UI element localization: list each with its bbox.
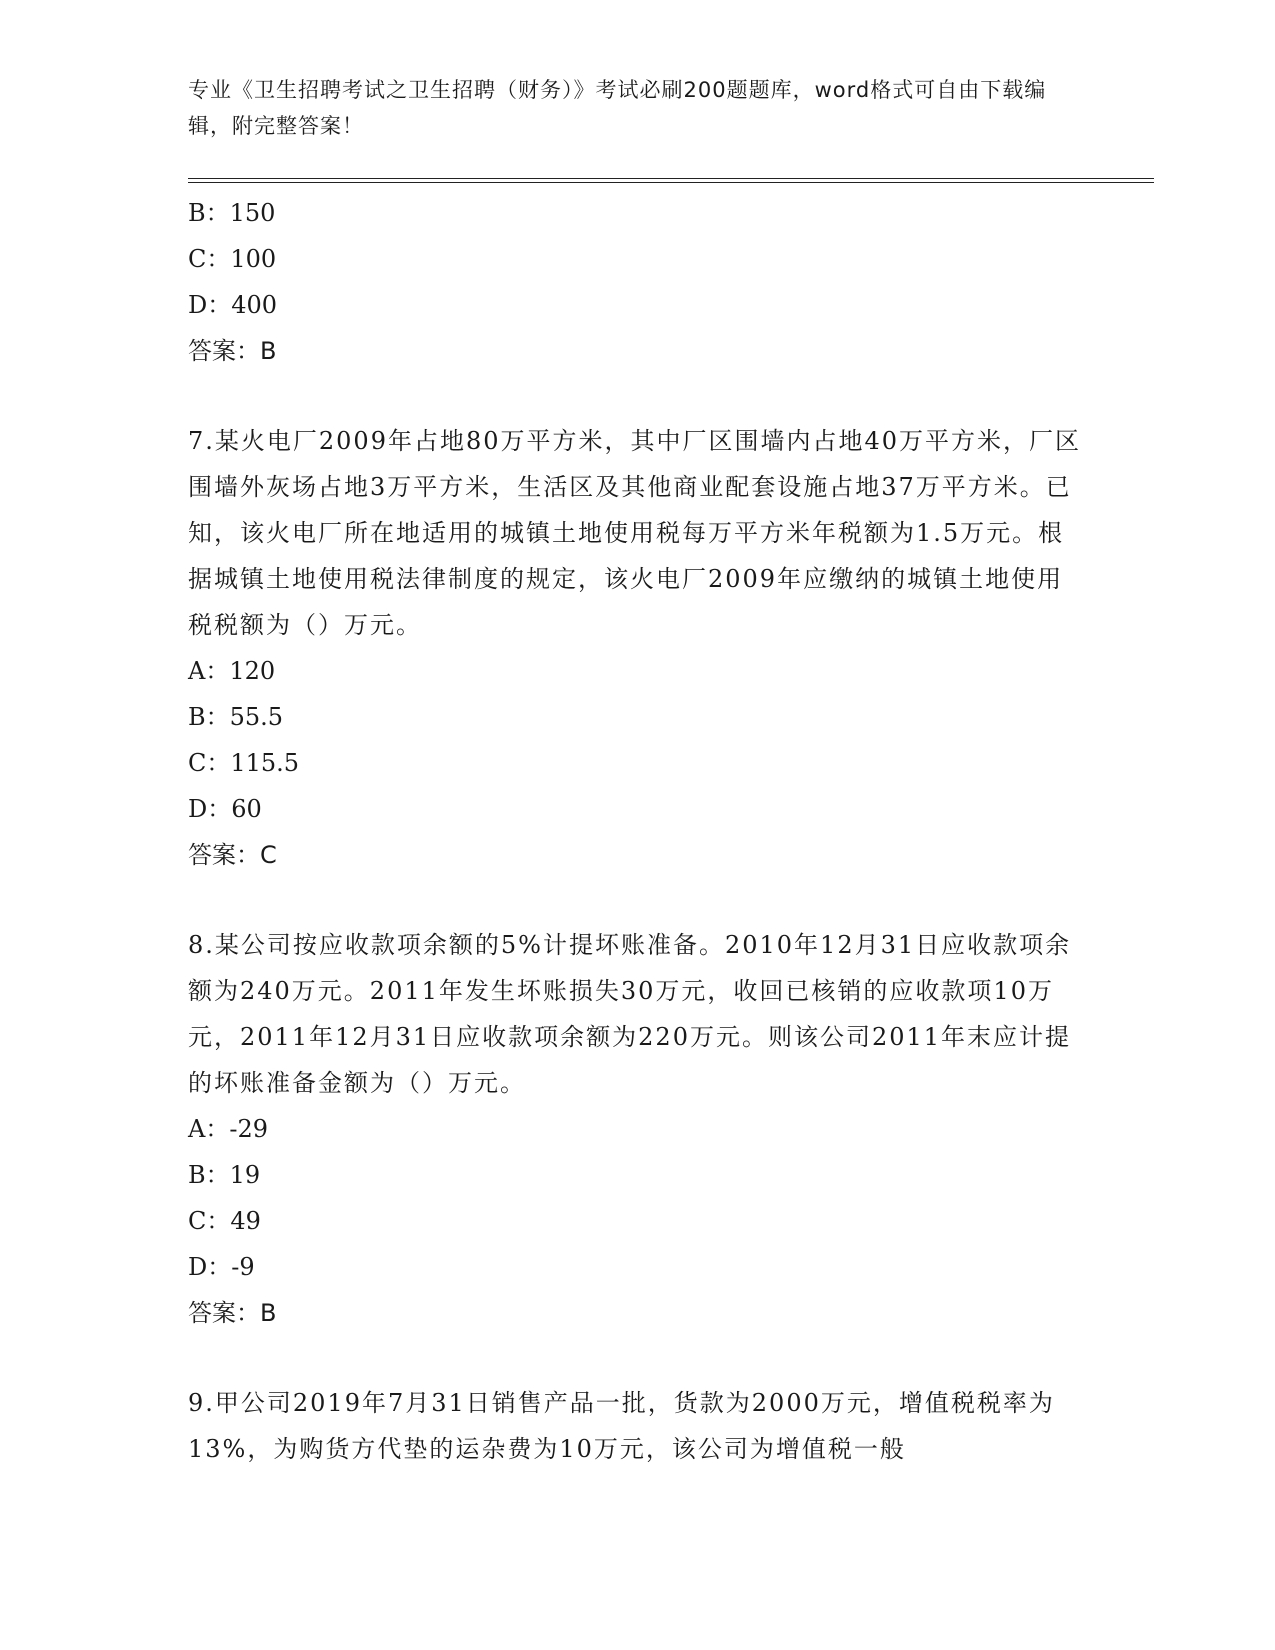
option-b: B：55.5 xyxy=(188,703,284,731)
option-c: C：100 xyxy=(188,245,277,273)
previous-question-tail xyxy=(188,190,1088,374)
document-title: 专业《卫生招聘考试之卫生招聘（财务）》考试必刷200题题库，word格式可自由下载编辑，附完整答案！ xyxy=(188,78,1047,138)
answer-line: 答案：B xyxy=(188,1299,277,1327)
option-b: B：19 xyxy=(188,1161,261,1189)
option-b: B：150 xyxy=(188,199,276,227)
document-body xyxy=(188,190,1088,1472)
answer-line: 答案：B xyxy=(188,337,277,365)
question-9 xyxy=(188,1380,1088,1472)
option-a: A：120 xyxy=(188,657,276,685)
page-header xyxy=(188,72,1068,144)
question-text: 9.甲公司2019年7月31日销售产品一批，货款为2000万元，增值税税率为13%，为购货方代垫的运杂费为10万元，该公司为增值税一般 xyxy=(188,1389,1055,1463)
option-d: D：-9 xyxy=(188,1253,255,1281)
option-d: D：60 xyxy=(188,795,262,823)
answer-line: 答案：C xyxy=(188,841,277,869)
option-c: C：49 xyxy=(188,1207,261,1235)
question-7 xyxy=(188,418,1088,878)
header-divider xyxy=(188,178,1154,183)
question-text: 7.某火电厂2009年占地80万平方米，其中厂区围墙内占地40万平方米，厂区围墙外灰场占地3万平方米，生活区及其他商业配套设施占地37万平方米。已知，该火电厂所在地适用的城镇土地使用税每万平方米年税额为1.5万元。根据城镇土地使用税法律制度的规定，该火电厂2009年应缴纳的城镇土地使用税税额为（）万元。 xyxy=(188,427,1082,639)
option-c: C：115.5 xyxy=(188,749,300,777)
question-text: 8.某公司按应收款项余额的5%计提坏账准备。2010年12月31日应收款项余额为240万元。2011年发生坏账损失30万元，收回已核销的应收款项10万元，2011年12月31日应收款项余额为220万元。则该公司2011年末应计提的坏账准备金额为（）万元。 xyxy=(188,931,1072,1097)
option-a: A：-29 xyxy=(188,1115,268,1143)
question-8 xyxy=(188,922,1088,1336)
option-d: D：400 xyxy=(188,291,278,319)
